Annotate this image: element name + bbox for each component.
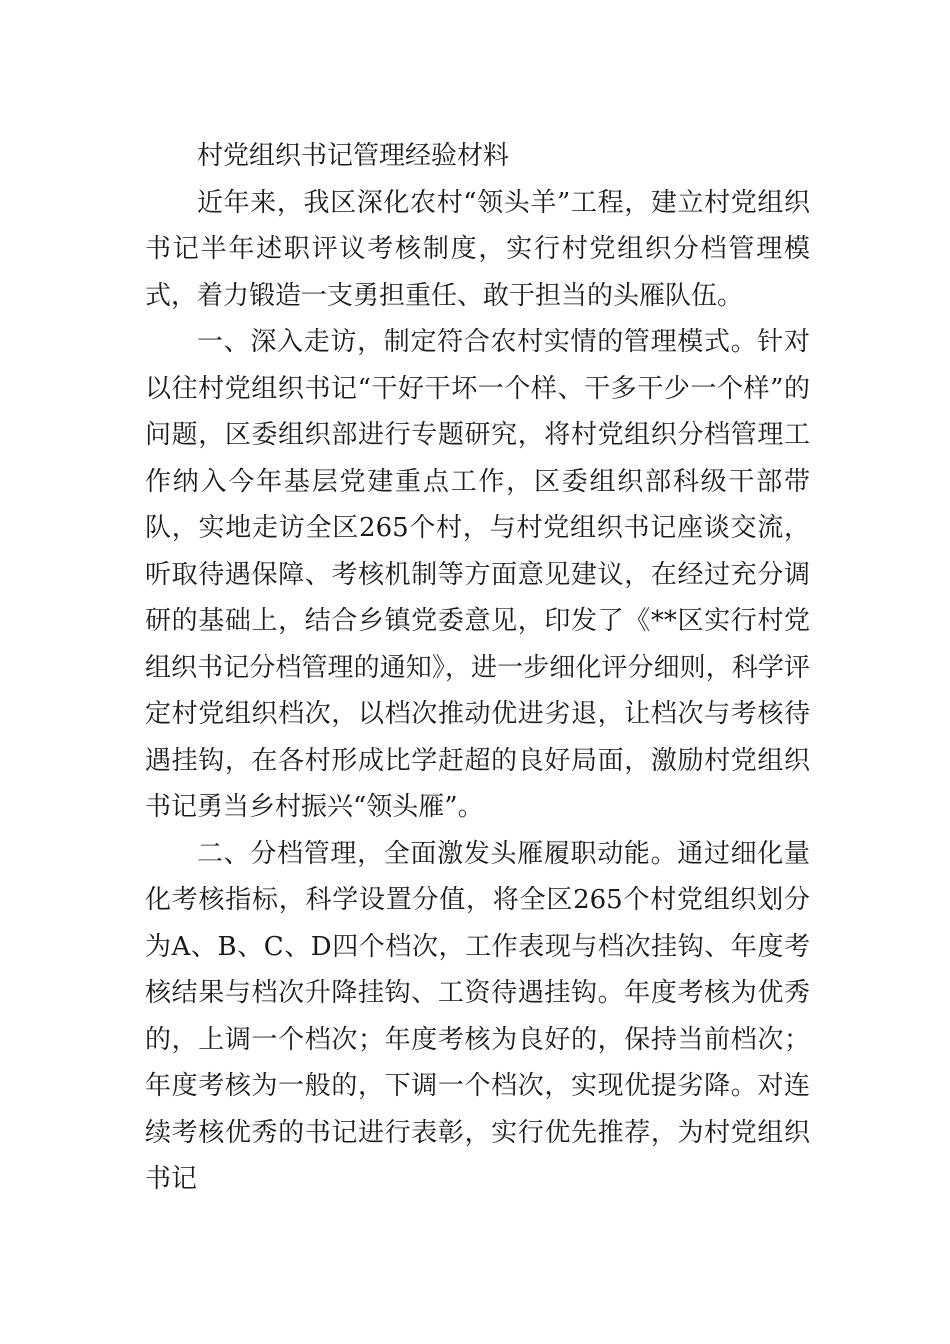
paragraph-section-two: 二、分档管理，全面激发头雁履职动能。通过细化量化考核指标，科学设置分值，将全区265个村党组织划分为A、B、C、D四个档次，工作表现与档次挂钩、年度考核结果与档次升降挂钩、工资待遇挂钩。年度考核为优秀的，上调一个档次；年度考核为良好的，保持当前档次；年度考核为一般的，下调一个档次，实现优提劣降。对连续考核优秀的书记进行表彰，实行优先推荐，为村党组织书记 — [145, 838, 810, 1194]
document-body — [145, 133, 810, 1203]
paragraph-section-one: 一、深入走访，制定符合农村实情的管理模式。针对以往村党组织书记“干好干坏一个样、干多干少一个样”的问题，区委组织部进行专题研究，将村党组织分档管理工作纳入今年基层党建重点工作，区委组织部科级干部带队，实地走访全区265个村，与村党组织书记座谈交流，听取待遇保障、考核机制等方面意见建议，在经过充分调研的基础上，结合乡镇党委意见，印发了《**区实行村党组织书记分档管理的通知》，进一步细化评分细则，科学评定村党组织档次，以档次推动优进劣退，让档次与考核待遇挂钩，在各村形成比学赶超的良好局面，激励村党组织书记勇当乡村振兴“领头雁”。 — [145, 327, 810, 822]
paragraph-intro: 近年来，我区深化农村“领头羊”工程，建立村党组织书记半年述职评议考核制度，实行村党组织分档管理模式，着力锻造一支勇担重任、敢于担当的头雁队伍。 — [145, 187, 810, 311]
document-title: 村党组织书记管理经验材料 — [197, 141, 510, 171]
